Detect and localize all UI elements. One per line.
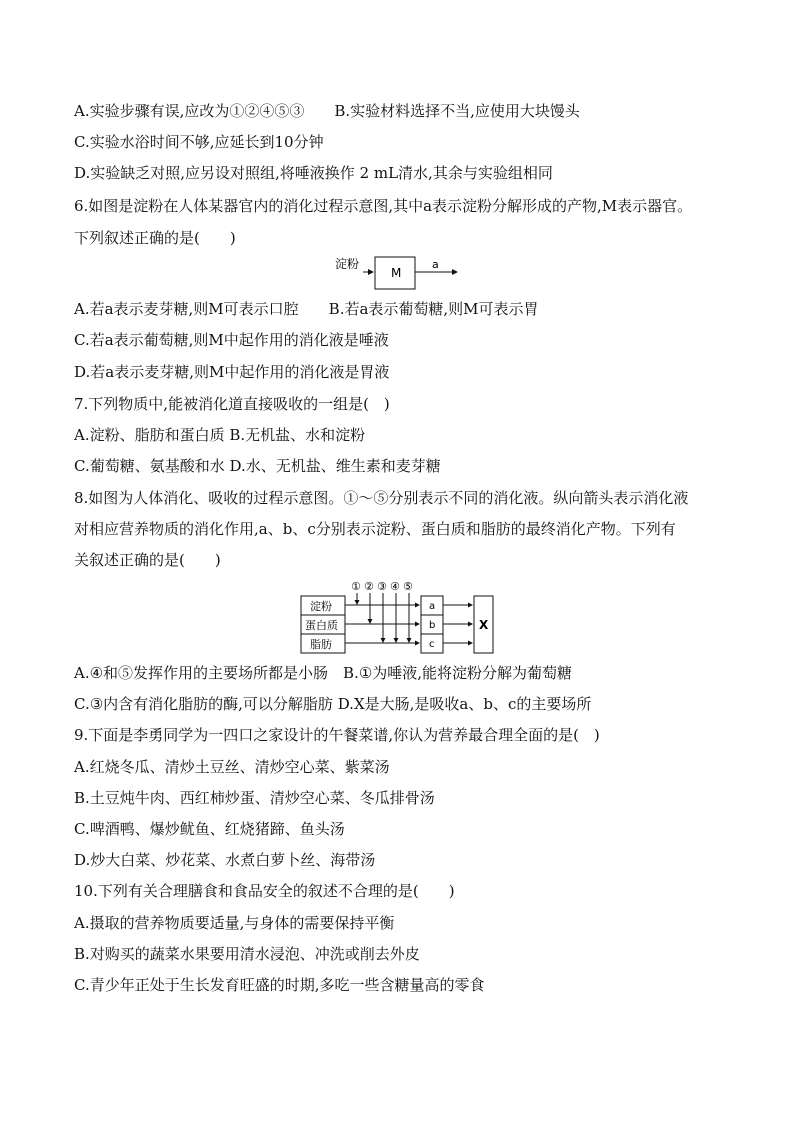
diagram1-input-label: 淀粉 (335, 257, 360, 271)
q10-option-a: A.摄取的营养物质要适量,与身体的需要保持平衡 (74, 914, 395, 932)
diagram1-output-label: a (432, 258, 439, 271)
nutrient-protein: 蛋白质 (305, 619, 338, 632)
q6-option-ab: A.若a表示麦芽糖,则M可表示口腔 B.若a表示葡萄糖,则M可表示胃 (74, 300, 539, 318)
digestive-juice-2: ② (364, 580, 374, 593)
digestion-diagram-1 (335, 253, 465, 293)
q7-option-cd: C.葡萄糖、氨基酸和水 D.水、无机盐、维生素和麦芽糖 (74, 457, 441, 475)
organ-x-label: X (479, 618, 489, 632)
product-a: a (429, 601, 436, 612)
digestive-juice-3: ③ (377, 580, 387, 593)
q8-option-cd: C.③内含有消化脂肪的酶,可以分解脂肪 D.X是大肠,是吸收a、b、c的主要场所 (74, 695, 592, 713)
q9-option-a: A.红烧冬瓜、清炒土豆丝、清炒空心菜、紫菜汤 (74, 758, 390, 776)
q6-stem-line2: 下列叙述正确的是( ) (74, 229, 236, 247)
q9-option-b: B.土豆炖牛肉、西红柿炒蛋、清炒空心菜、冬瓜排骨汤 (74, 789, 435, 807)
q6-option-c: C.若a表示葡萄糖,则M中起作用的消化液是唾液 (74, 331, 389, 349)
digestion-diagram-2 (300, 578, 495, 654)
nutrient-fat: 脂肪 (310, 638, 332, 651)
q6-option-d: D.若a表示麦芽糖,则M中起作用的消化液是胃液 (74, 363, 390, 381)
digestive-juice-4: ④ (390, 580, 400, 593)
digestive-juice-5: ⑤ (403, 580, 413, 593)
q10-stem: 10.下列有关合理膳食和食品安全的叙述不合理的是( ) (74, 882, 455, 900)
digestive-juice-1: ① (351, 580, 361, 593)
q9-stem: 9.下面是李勇同学为一四口之家设计的午餐菜谱,你认为营养最合理全面的是( ) (74, 726, 600, 744)
nutrient-starch: 淀粉 (310, 600, 332, 613)
q7-stem: 7.下列物质中,能被消化道直接吸收的一组是( ) (74, 395, 390, 413)
q8-stem-line3: 关叙述正确的是( ) (74, 551, 221, 569)
q6-stem-line1: 6.如图是淀粉在人体某器官内的消化过程示意图,其中a表示淀粉分解形成的产物,M表示器官。 (74, 197, 693, 215)
q5-option-d: D.实验缺乏对照,应另设对照组,将唾液换作 2 mL清水,其余与实验组相同 (74, 164, 553, 182)
product-b: b (429, 620, 436, 631)
q5-option-ab: A.实验步骤有误,应改为①②④⑤③ B.实验材料选择不当,应使用大块馒头 (74, 102, 580, 120)
product-c: c (429, 639, 435, 650)
q9-option-d: D.炒大白菜、炒花菜、水煮白萝卜丝、海带汤 (74, 851, 376, 869)
q8-stem-line2: 对相应营养物质的消化作用,a、b、c分别表示淀粉、蛋白质和脂肪的最终消化产物。下列有 (74, 520, 676, 538)
q10-option-c: C.青少年正处于生长发育旺盛的时期,多吃一些含糖量高的零食 (74, 976, 485, 994)
q8-option-ab: A.④和⑤发挥作用的主要场所都是小肠 B.①为唾液,能将淀粉分解为葡萄糖 (74, 664, 573, 682)
diagram1-box-label: M (391, 266, 402, 280)
q9-option-c: C.啤酒鸭、爆炒鱿鱼、红烧猪蹄、鱼头汤 (74, 820, 345, 838)
q5-option-c: C.实验水浴时间不够,应延长到10分钟 (74, 133, 324, 151)
q10-option-b: B.对购买的蔬菜水果要用清水浸泡、冲洗或削去外皮 (74, 945, 420, 963)
q7-option-ab: A.淀粉、脂肪和蛋白质 B.无机盐、水和淀粉 (74, 426, 366, 444)
q8-stem-line1: 8.如图为人体消化、吸收的过程示意图。①～⑤分别表示不同的消化液。纵向箭头表示消化液 (74, 489, 689, 507)
